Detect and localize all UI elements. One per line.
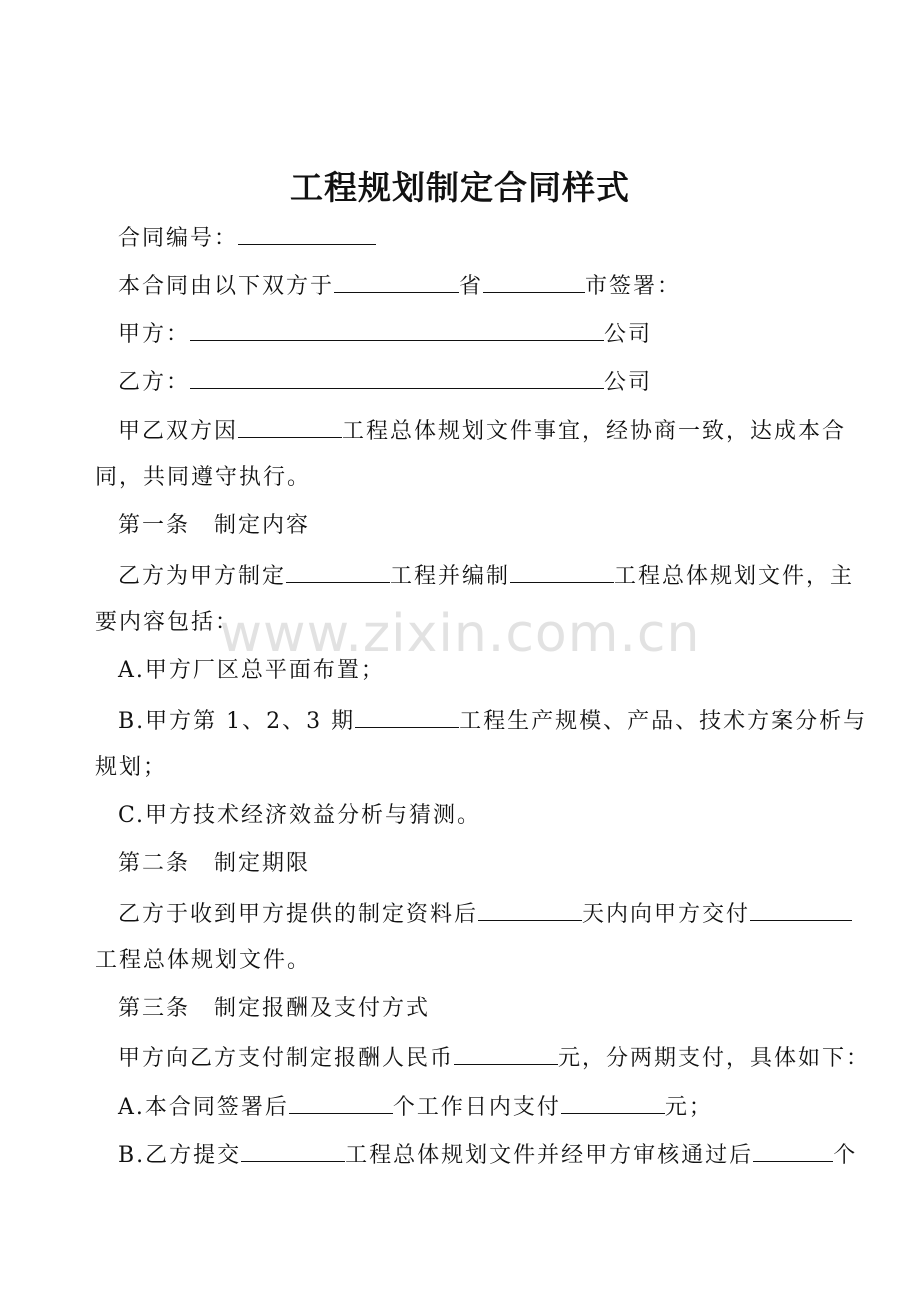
item-c: C.甲方技术经济效益分析与猜测。 [118,803,482,828]
art1-blank-2[interactable] [510,560,614,583]
art1-blank-1[interactable] [286,560,390,583]
article-2-para-cont: 工程总体规划文件。 [95,948,312,973]
contract-number-line [95,222,858,254]
party-a-label: 甲方： [118,322,191,347]
city-blank[interactable] [483,270,585,293]
article-1-para [95,560,858,592]
project-name-blank[interactable] [238,415,342,438]
signing-text: 本合同由以下双方于 [118,274,335,299]
pay-a-text: A.本合同签署后 [118,1095,289,1120]
art2-days-blank[interactable] [478,898,582,921]
pay-b-text: B.乙方提交 [118,1143,242,1168]
art1-text-c: 工程总体规划文件，主 [614,564,855,589]
item-b-text-2: 工程生产规模、产品、技术方案分析与 [459,709,868,734]
party-a-line [95,318,858,350]
article-2-para [95,898,858,930]
art3-text: 甲方向乙方支付制定报酬人民币 [118,1046,455,1071]
pay-a-text-2: 个工作日内支付 [392,1095,561,1120]
item-b-blank[interactable] [355,705,459,728]
party-a-blank[interactable] [190,318,604,341]
intro-line-cont: 同，共同遵守执行。 [95,465,312,490]
art2-text-b: 天内向甲方交付 [582,902,751,927]
article-3-para [95,1042,871,1074]
pay-a-amount-blank[interactable] [561,1091,665,1114]
art3-text-2: 元，分两期支付，具体如下： [558,1046,871,1071]
pay-a-text-3: 元； [664,1095,713,1120]
intro-line [95,415,858,447]
city-label: 市签署： [585,274,682,299]
party-b-label: 乙方： [118,370,191,395]
art1-text-a: 乙方为甲方制定 [118,564,287,589]
item-b [95,705,868,737]
watermark: www.zixin.com.cn [219,604,701,664]
item-b-text: B.甲方第 1、2、3 期 [118,709,356,734]
article-1-para-cont: 要内容包括： [95,610,240,635]
party-b-suffix: 公司 [604,370,653,395]
pay-b-text-2: 工程总体规划文件并经甲方审核通过后 [345,1143,754,1168]
signing-place-line [95,270,858,302]
contract-number-blank[interactable] [238,222,376,245]
contract-number-label: 合同编号： [118,226,239,251]
party-a-suffix: 公司 [604,322,653,347]
page-title: 工程规划制定合同样式 [290,168,630,207]
pay-b-days-blank[interactable] [753,1139,833,1162]
pay-b-project-blank[interactable] [241,1139,345,1162]
party-b-line [95,366,858,398]
art2-text-a: 乙方于收到甲方提供的制定资料后 [118,902,479,927]
pay-b-text-3: 个 [833,1143,858,1168]
party-b-blank[interactable] [190,366,604,389]
item-a: A.甲方厂区总平面布置； [118,658,385,683]
article-2-heading: 第二条 制定期限 [118,851,311,876]
pay-a-days-blank[interactable] [289,1091,393,1114]
intro-text-2: 工程总体规划文件事宜，经协商一致，达成本合 [342,419,847,444]
payment-b [95,1139,858,1171]
article-3-heading: 第三条 制定报酬及支付方式 [118,996,431,1021]
art1-text-b: 工程并编制 [390,564,511,589]
fee-amount-blank[interactable] [454,1042,558,1065]
article-1-heading: 第一条 制定内容 [118,513,311,538]
art2-project-blank[interactable] [750,898,852,921]
intro-text: 甲乙双方因 [118,419,239,444]
payment-a [95,1091,858,1123]
province-blank[interactable] [334,270,459,293]
province-label: 省 [459,274,484,299]
item-b-cont: 规划； [95,755,168,780]
